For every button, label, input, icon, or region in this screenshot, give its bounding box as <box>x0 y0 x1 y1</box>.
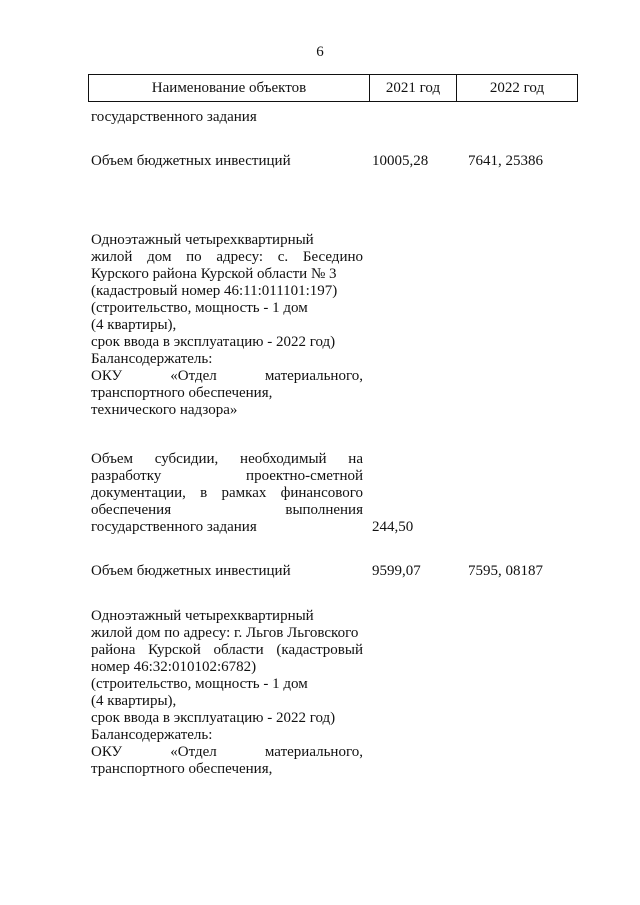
row-budget-investments-2 <box>91 563 363 580</box>
header-year-2021: 2021 год <box>370 75 457 102</box>
header-year-2022: 2022 год <box>457 75 578 102</box>
row-subsidy: Объем субсидии, необходимый на разработку проектно-сметной документации, в рамках финансового обеспечения выполнения государственного задания <box>91 451 363 535</box>
table-header <box>88 74 578 102</box>
page-number: 6 <box>316 44 324 60</box>
object-description-1: Одноэтажный четырехквартирный жилой дом по адресу: с. Беседино Курского района Курской области № 3 (кадастровый номер 46:11:011101:197) (строительство, мощность - 1 дом (4 квартиры), срок ввода в эксплуатацию - 2022 год) Балансодержатель: ОКУ «Отдел материального, транспортного обеспечения, технического надзора» <box>91 232 363 418</box>
row-value-2021: 10005,28 <box>372 153 429 169</box>
row-label: Объем бюджетных инвестиций <box>91 153 291 169</box>
continuation-text: государственного задания <box>91 109 257 125</box>
row-value-2021: 9599,07 <box>372 563 421 579</box>
row-value-2022: 7595, 08187 <box>468 563 543 579</box>
row-budget-investments-1 <box>91 153 363 170</box>
row-label: Объем бюджетных инвестиций <box>91 563 291 579</box>
row-value-2021: 244,50 <box>372 519 414 535</box>
object-description-2: Одноэтажный четырехквартирный жилой дом по адресу: г. Льгов Льговского района Курской области (кадастровый номер 46:32:010102:6782) (строительство, мощность - 1 дом (4 квартиры), срок ввода в эксплуатацию - 2022 год) Балансодержатель: ОКУ «Отдел материального, транспортного обеспечения, <box>91 608 363 777</box>
row-value-2022: 7641, 25386 <box>468 153 543 169</box>
header-objects-name: Наименование объектов <box>89 75 370 102</box>
